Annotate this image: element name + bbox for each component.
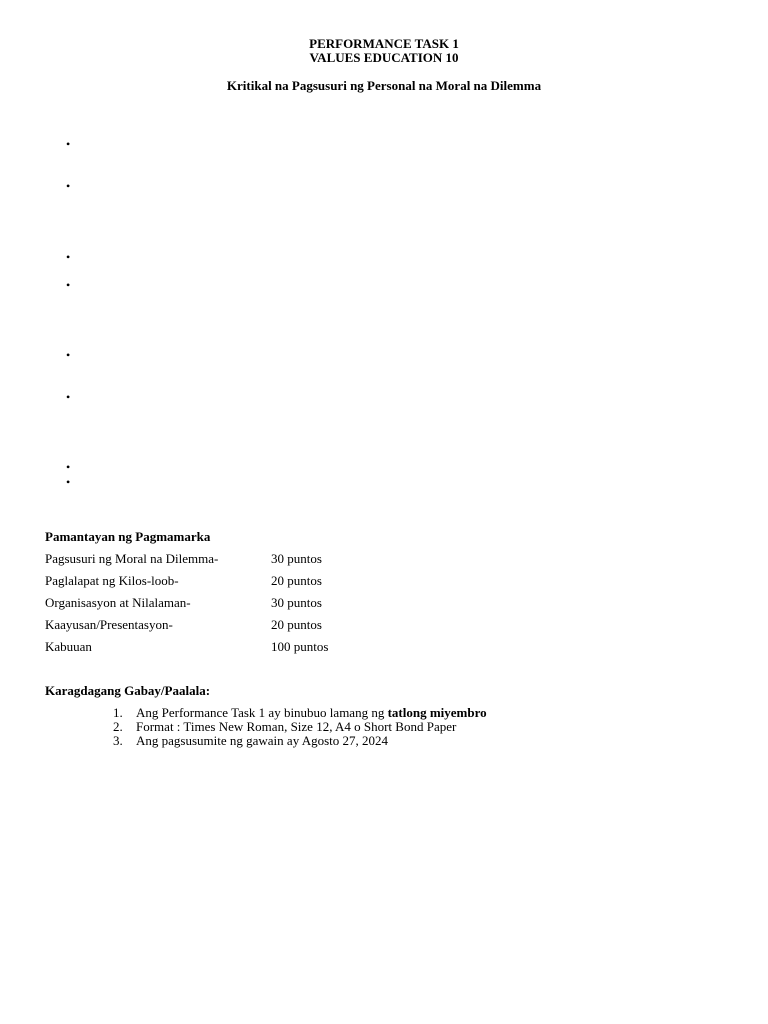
bullet-point: •	[66, 137, 71, 151]
rubric-heading: Pamantayan ng Pagmamarka	[45, 529, 211, 544]
bullet-point: •	[66, 278, 71, 292]
rubric-points: 20 puntos	[271, 573, 322, 588]
task-title: PERFORMANCE TASK 1	[309, 36, 459, 51]
bullet-point: •	[66, 475, 71, 489]
note-number: 2.	[113, 719, 123, 734]
note-number: 1.	[113, 705, 123, 720]
bullet-point: •	[66, 390, 71, 404]
note-item	[113, 733, 388, 749]
note-text: Ang pagsusumite ng gawain ay Agosto 27, 2024	[136, 733, 389, 748]
note-number: 3.	[113, 733, 123, 748]
rubric-points: 30 puntos	[271, 551, 322, 566]
rubric-points: 30 puntos	[271, 595, 322, 610]
note-text: Ang Performance Task 1 ay binubuo lamang ng	[136, 705, 388, 720]
note-emphasis: tatlong miyembro	[387, 705, 487, 720]
bullet-point: •	[66, 179, 71, 193]
rubric-criterion: Organisasyon at Nilalaman-	[45, 595, 191, 610]
rubric-points: 20 puntos	[271, 617, 322, 632]
notes-heading: Karagdagang Gabay/Paalala:	[45, 683, 211, 698]
bullet-point: •	[66, 460, 71, 474]
rubric-criterion: Kabuuan	[45, 639, 92, 654]
rubric-criterion: Paglalapat ng Kilos-loob-	[45, 573, 179, 588]
subject-title: VALUES EDUCATION 10	[309, 50, 459, 65]
note-text: Format : Times New Roman, Size 12, A4 o Short Bond Paper	[136, 719, 457, 734]
bullet-point: •	[66, 250, 71, 264]
bullet-point: •	[66, 348, 71, 362]
rubric-criterion: Pagsusuri ng Moral na Dilemma-	[45, 551, 219, 566]
rubric-points: 100 puntos	[271, 639, 329, 654]
document-subtitle: Kritikal na Pagsusuri ng Personal na Moral na Dilemma	[226, 78, 542, 93]
rubric-criterion: Kaayusan/Presentasyon-	[45, 617, 173, 632]
